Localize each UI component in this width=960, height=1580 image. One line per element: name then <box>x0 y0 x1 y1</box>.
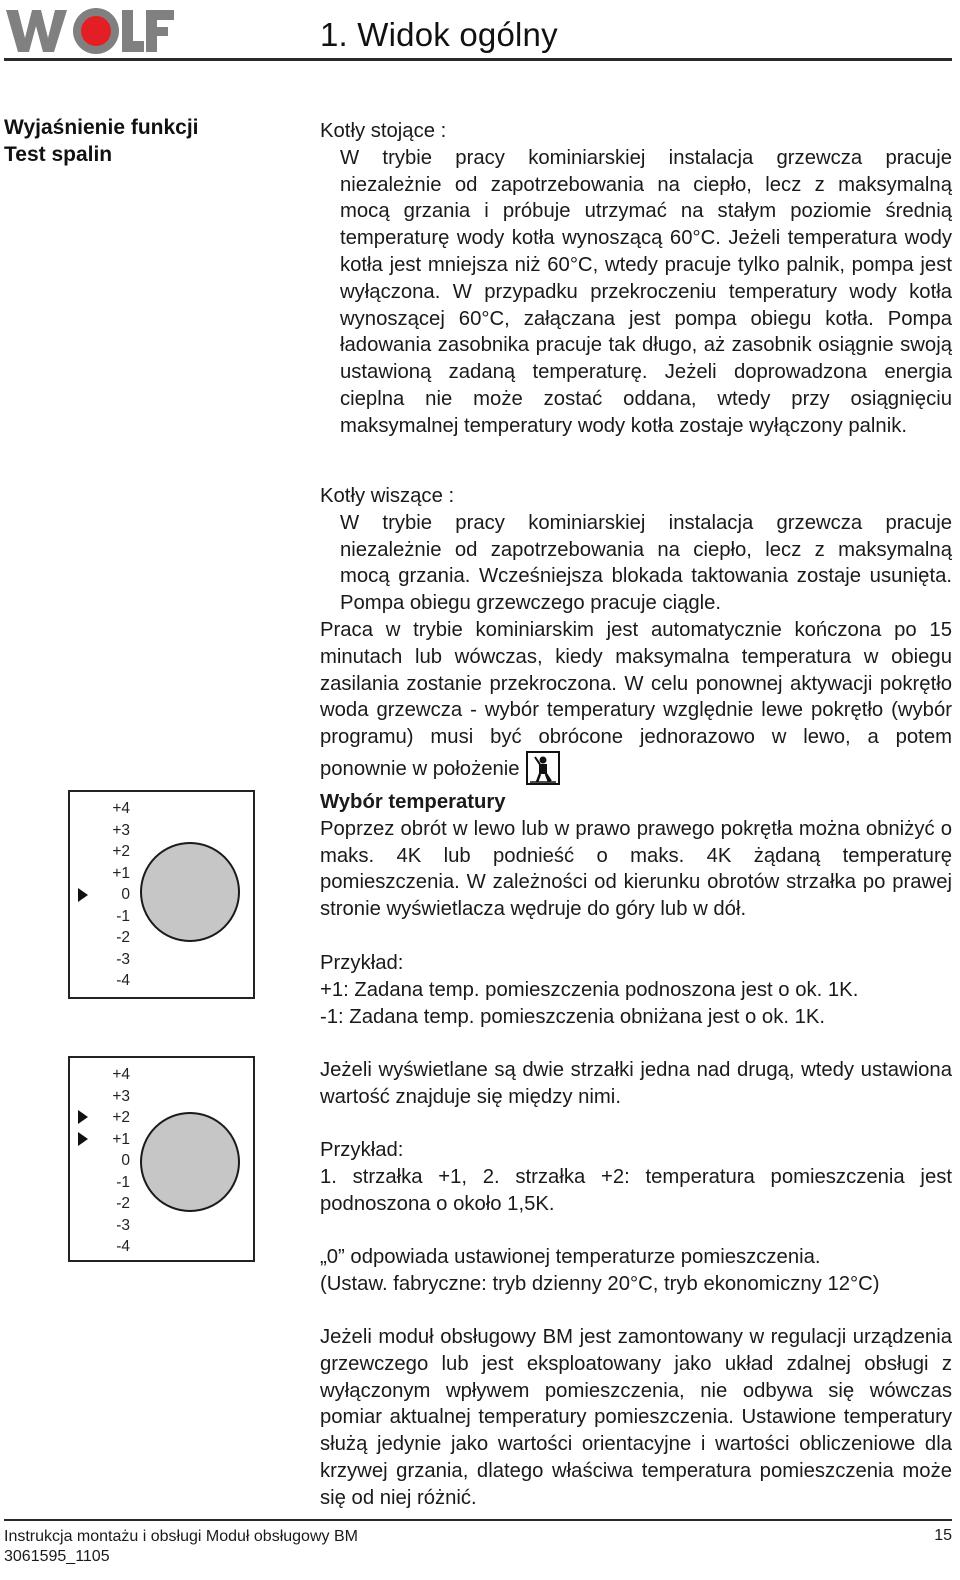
header-divider <box>4 58 952 61</box>
section-heading-line1: Wyjaśnienie funkcji <box>4 116 199 139</box>
scale-label: 0 <box>121 886 130 903</box>
scale-label: +1 <box>112 1130 130 1148</box>
scale-label: +1 <box>112 864 130 882</box>
two-arrows-block <box>320 1057 952 1111</box>
dial-scale <box>104 1064 130 1258</box>
zero-block <box>320 1244 952 1298</box>
footer-doc-code: 3061595_1105 <box>4 1548 110 1565</box>
dial-pointer-arrow-icon <box>78 1110 88 1124</box>
example2-block <box>320 1137 952 1217</box>
auto-end-paragraph <box>320 617 952 785</box>
hanging-boilers-block <box>320 483 952 785</box>
scale-label: +4 <box>112 800 130 817</box>
temperature-text: Poprzez obrót w lewo lub w prawo prawego pokrętła można obniżyć o maks. 4K lub podnieść o maks. 4K żądaną temperaturę pomieszczenia. W zależności od kierunku obrotów strzałka po prawej stronie wyświetlacza wędruje do góry lub w dół. <box>320 817 952 921</box>
footer-divider <box>4 1519 952 1521</box>
chimney-sweep-icon <box>526 751 560 785</box>
module-text: Jeżeli moduł obsługowy BM jest zamontowany w regulacji urządzenia grzewczego lub jest eksploatowany jako układ zdalnej obsługi z wyłączonym wpływem pomieszczenia, nie odbywa się wówczas pomiar aktualnej temperatury pomieszczenia. Ustawione temperatury służą jedynie jako wartości orientacyjne i wartości obliczeniowe dla krzywej grzania, dlatego właściwa temperatura pomieszczenia może się od niej różnić. <box>320 1326 952 1509</box>
page-number: 15 <box>934 1527 952 1544</box>
scale-label: -4 <box>116 972 130 989</box>
scale-label: -4 <box>116 1238 130 1255</box>
temperature-block <box>320 789 952 923</box>
example2-text: 1. strzałka +1, 2. strzałka +2: temperatura pomieszczenia jest podnoszona o około 1,5K. <box>320 1165 952 1215</box>
scale-label: +2 <box>112 843 130 860</box>
standing-boilers-label: Kotły stojące : <box>320 120 447 142</box>
footer-info <box>4 1527 358 1567</box>
example1-label: Przykład: <box>320 952 404 974</box>
example1-line1: +1: Zadana temp. pomieszczenia podnoszona jest o ok. 1K. <box>320 978 859 1001</box>
dial-illustration-single-arrow <box>68 790 255 999</box>
scale-label: -2 <box>116 1195 130 1212</box>
scale-label: +2 <box>112 1109 130 1126</box>
scale-label: +4 <box>112 1066 130 1083</box>
scale-label: 0 <box>121 1152 130 1169</box>
standing-boilers-block <box>320 118 952 440</box>
two-arrows-text: Jeżeli wyświetlane są dwie strzałki jedna nad drugą, wtedy ustawiona wartość znajduje się między nimi. <box>320 1059 952 1108</box>
dial-pointer-arrow-icon <box>78 1132 88 1146</box>
scale-label: +3 <box>112 821 130 839</box>
dial-knob <box>140 1112 240 1212</box>
standing-boilers-text: W trybie pracy kominiarskiej instalacja grzewcza pracuje niezależnie od zapotrzebowania na ciepło, lecz z maksymalną mocą grzania i próbuje utrzymać na stałym poziomie średnią temperaturę wody kotła wynoszącą 60°C. Jeżeli temperatura wody kotła jest mniejsza niż 60°C, wtedy pracuje tylko palnik, pompa jest wyłączona. W przypadku przekroczeniu temperatury wody kotła wynoszącej 60°C, załączana jest pompa obiegu kotła. Pompa ładowania zasobnika pracuje tak długo, aż zasobnik osiągnie swoją ustawioną zadaną temperaturę. Jeżeli doprowadzona energia cieplna nie może zostać oddana, wtedy przy osiągnięciu maksymalnej temperatury wody kotła zostaje wyłączony palnik. <box>340 146 952 437</box>
temperature-heading: Wybór temperatury <box>320 791 506 813</box>
hanging-boilers-label: Kotły wiszące : <box>320 485 455 507</box>
hanging-boilers-text: W trybie pracy kominiarskiej instalacja grzewcza pracuje niezależnie od zapotrzebowania na ciepło, lecz z maksymalną mocą grzania. Wcześniejsza blokada taktowania zostaje usunięta. Pompa obiegu grzewczego pracuje ciągle. <box>340 511 952 615</box>
section-heading-line2: Test spalin <box>4 143 113 166</box>
example1-line2: -1: Zadana temp. pomieszczenia obniżana jest o ok. 1K. <box>320 1005 826 1028</box>
example1-block <box>320 950 952 1030</box>
scale-label: -3 <box>116 1216 130 1234</box>
module-block <box>320 1324 952 1512</box>
scale-label: -2 <box>116 929 130 946</box>
zero-line1: „0” odpowiada ustawionej temperaturze pomieszczenia. <box>320 1246 821 1268</box>
footer-doc-title: Instrukcja montażu i obsługi Moduł obsługowy BM <box>4 1528 358 1545</box>
example2-label: Przykład: <box>320 1139 404 1161</box>
dial-pointer-arrow-icon <box>78 888 88 902</box>
scale-label: -1 <box>116 907 130 925</box>
page-title: 1. Widok ogólny <box>320 16 558 53</box>
dial-scale <box>104 798 130 992</box>
scale-label: -1 <box>116 1173 130 1191</box>
scale-label: -3 <box>116 950 130 968</box>
dial-knob <box>140 842 240 942</box>
auto-end-text: Praca w trybie kominiarskim jest automatycznie kończona po 15 minutach lub wówczas, kiedy maksymalna temperatura w obiegu zasilania zostanie przekroczona. W celu ponownej aktywacji pokrętło woda grzewcza - wybór temperatury względnie lewe pokrętło (wybór programu) musi być obrócone jednorazowo w lewo, a potem ponownie w położenie <box>320 618 952 780</box>
zero-line2: (Ustaw. fabryczne: tryb dzienny 20°C, tryb ekonomiczny 12°C) <box>320 1272 880 1295</box>
scale-label: +3 <box>112 1087 130 1105</box>
section-heading <box>4 114 199 168</box>
dial-illustration-double-arrow <box>68 1056 255 1262</box>
wolf-logo <box>4 4 176 56</box>
